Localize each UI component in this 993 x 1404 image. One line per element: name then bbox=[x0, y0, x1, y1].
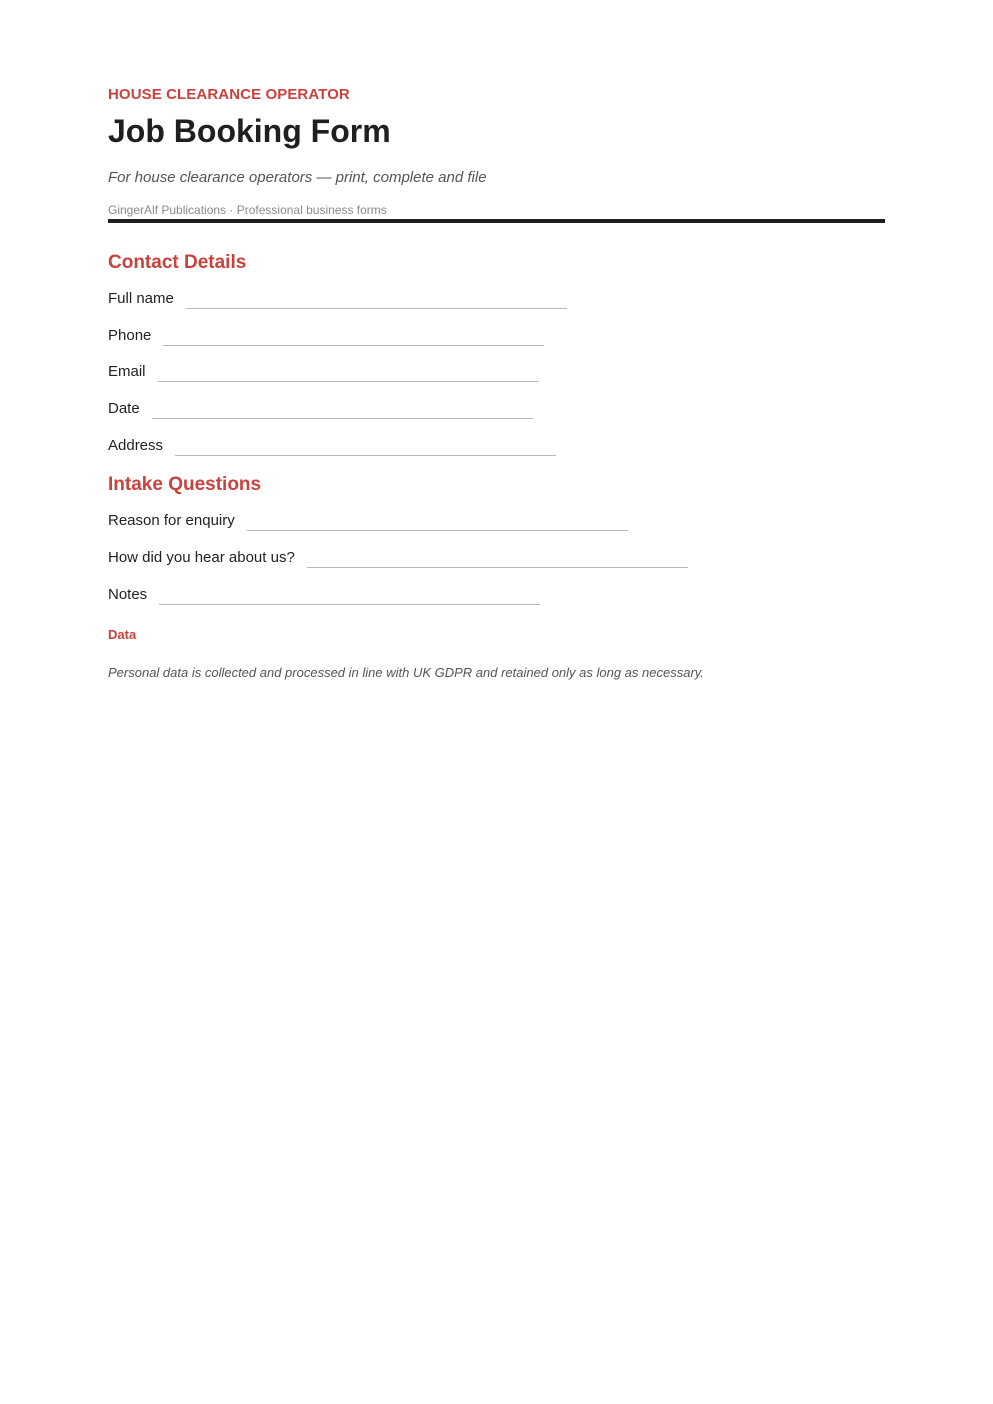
gdpr-notice: Personal data is collected and processed in line with UK GDPR and retained only as long as necessary. bbox=[108, 665, 704, 680]
phone-field bbox=[108, 326, 544, 346]
email-field bbox=[108, 362, 539, 382]
publisher-credit: GingerAlf Publications · Professional business forms bbox=[108, 203, 387, 217]
date-field bbox=[108, 399, 533, 419]
date-label: Date bbox=[108, 400, 140, 417]
reason-for-enquiry-input-line[interactable] bbox=[247, 530, 628, 531]
phone-label: Phone bbox=[108, 327, 152, 344]
page-title: Job Booking Form bbox=[108, 113, 391, 149]
email-label: Email bbox=[108, 363, 146, 380]
full-name-input-line[interactable] bbox=[186, 308, 567, 309]
referral-source-input-line[interactable] bbox=[307, 567, 688, 568]
address-label: Address bbox=[108, 437, 164, 454]
reason-for-enquiry-field bbox=[108, 511, 628, 531]
full-name-label: Full name bbox=[108, 290, 174, 307]
header-divider bbox=[108, 219, 885, 223]
reason-for-enquiry-label: Reason for enquiry bbox=[108, 512, 235, 529]
address-field bbox=[108, 436, 556, 456]
intake-questions-heading: Intake Questions bbox=[108, 474, 262, 495]
referral-source-label: How did you hear about us? bbox=[108, 549, 295, 566]
phone-input-line[interactable] bbox=[163, 345, 544, 346]
referral-source-field bbox=[108, 548, 688, 568]
notes-label: Notes bbox=[108, 586, 148, 603]
email-input-line[interactable] bbox=[158, 381, 539, 382]
full-name-field bbox=[108, 289, 567, 309]
notes-input-line[interactable] bbox=[159, 604, 540, 605]
page-subtitle: For house clearance operators — print, complete and file bbox=[108, 169, 487, 186]
data-heading: Data bbox=[108, 627, 137, 642]
address-input-line[interactable] bbox=[175, 455, 556, 456]
contact-details-heading: Contact Details bbox=[108, 252, 247, 273]
date-input-line[interactable] bbox=[152, 418, 533, 419]
form-category: HOUSE CLEARANCE OPERATOR bbox=[108, 86, 350, 103]
notes-field bbox=[108, 585, 540, 605]
